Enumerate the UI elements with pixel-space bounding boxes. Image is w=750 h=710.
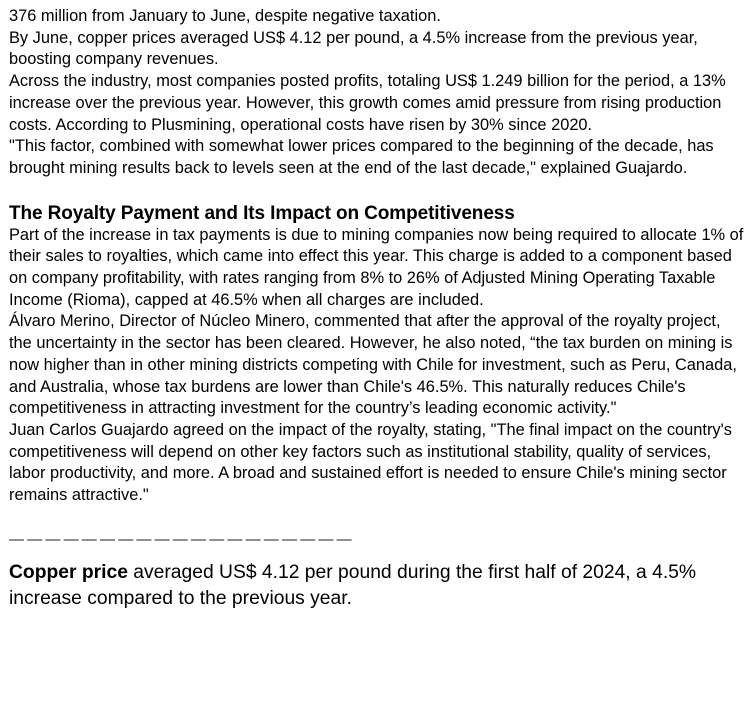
highlight-label: Copper price <box>9 561 128 583</box>
section-paragraph-3: Juan Carlos Guajardo agreed on the impact of the royalty, stating, "The final impact on the country's competitiveness will depend on other key factors such as institutional stability, quality of services, labor productivity, and more. A broad and sustained effort is needed to ensure Chile's mining sector remains attractive." <box>9 420 732 505</box>
intro-paragraph-3: Across the industry, most companies posted profits, totaling US$ 1.249 billion for the period, a 13% increase over the previous year. However, this growth comes amid pressure from rising production costs. According to Plusmining, operational costs have risen by 30% since 2020. <box>9 72 726 134</box>
paragraph-spacer <box>9 180 745 202</box>
intro-paragraph-2: By June, copper prices averaged US$ 4.12 per pound, a 4.5% increase from the previous year, boosting company revenues. <box>9 28 698 69</box>
article-body <box>9 6 745 631</box>
section-paragraph-2: Álvaro Merino, Director of Núcleo Minero, commented that after the approval of the royalty project, the uncertainty in the sector has been cleared. However, he also noted, “the tax burden on mining is now higher than in other mining districts competing with Chile for investment, such as Peru, Canada, and Australia, whose tax burdens are lower than Chile's 46.5%. This naturally reduces Chile's competitiveness in attracting investment for the country’s leading economic activity." <box>9 312 737 418</box>
intro-paragraph-1: 376 million from January to June, despite negative taxation. <box>9 7 441 25</box>
highlight-box <box>9 560 745 612</box>
highlight-text: averaged US$ 4.12 per pound during the first half of 2024, a 4.5% increase compared to the previous year. <box>9 561 697 609</box>
intro-paragraph-4: "This factor, combined with somewhat lower prices compared to the beginning of the decade, has brought mining results back to levels seen at the end of the last decade," explained Guajardo. <box>9 137 714 177</box>
section-heading: The Royalty Payment and Its Impact on Competitiveness <box>9 202 515 224</box>
separator-line: ——————————————————— <box>9 530 355 548</box>
section-paragraph-1: Part of the increase in tax payments is due to mining companies now being required to allocate 1% of their sales to royalties, which came into effect this year. This charge is added to a component based on company profitability, with rates ranging from 8% to 26% of Adjusted Mining Operating Taxable Income (Rioma), capped at 46.5% when all charges are included. <box>9 225 744 309</box>
